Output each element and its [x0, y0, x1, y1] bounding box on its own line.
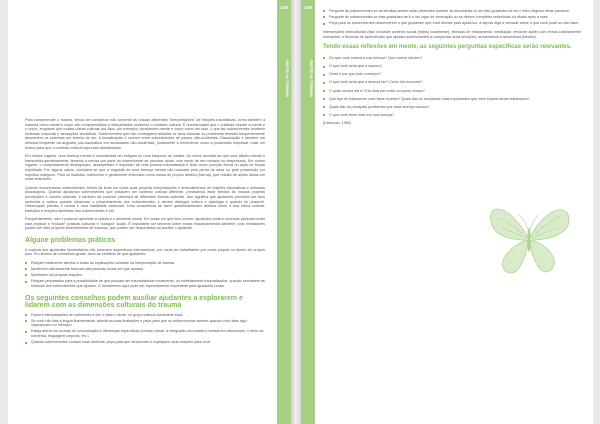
left-margin-tab — [277, 0, 291, 424]
bullet-list — [25, 261, 265, 289]
right-margin-tab — [301, 0, 315, 424]
list-item-text: Monitorem atentamente traumas das pessoas locais em que ajudam. — [31, 266, 144, 271]
butterfly-icon — [479, 184, 579, 284]
list-item — [25, 313, 265, 318]
bullet-icon — [25, 281, 27, 283]
paragraph: Em muitos lugares, uma doença mental é considerada um estigma ou uma fraqueza de caráter. As vezes acredita-se que uma aflição mental é transmitida geneticamente, levando à recusa por parte do sobrevivente de procurar ajuda, com medo de ser rotulado ou desprezado. Em outros lugares, o comportamento desregulado, desesperado e impulsivo de uma pessoa traumatizada é visto como punição divina ou ação de forças espirituais. Em alguns casos, considera-se que a angústia de uma doença mental não causada pela perda de alma ou pela possessão por espíritos malignos. Para os budistas, sofrimento é geralmente entendido como causa do próprio destino (karma), que resulta de ações falsas em vidas anteriores. — [25, 154, 265, 182]
left-text-column — [25, 118, 265, 349]
part-label: PARTE III: TRAUMA — [309, 60, 314, 98]
paragraph: Para compreender o trauma, temos de considerar não somente as nossas diferentes "interpretações" de reações traumáticas, como também a maneira como mente e corpo são compreendidos e interpretados conforme o contexto cultural. É recomendado que o cuidador separe a mente e o corpo, enquanto que muitas outras culturas (na Ásia, por exemplo) consideram mente e corpo como um todo, o que faz sobreviventes sentirem sintomas corporais e sensações somáticas. Sobreviventes que não conseguem articular os seus traumas ou problemas mentais frequentemente descrevem os sintomas em termos de dor. A somatização é comum entre sobreviventes de países não-ocidentais. Dissociação é também um sintoma frequente da angústia pós-traumática em sociedades não-ocidentais, juntamente a fenômenos como a possessão espiritual, mais um motivo para que o contexto cultural seja mais familiarizado. — [25, 118, 265, 150]
bullet-icon — [323, 57, 325, 59]
bullet-icon — [25, 342, 27, 344]
right-text-column — [323, 9, 581, 130]
question-text: O que você teme mais em sua doença? — [329, 112, 395, 117]
bullet-icon — [25, 268, 27, 270]
list-item — [25, 261, 265, 266]
bullet-list — [25, 313, 265, 345]
question-item — [323, 56, 581, 61]
bullet-icon — [323, 66, 325, 68]
list-item — [323, 15, 581, 20]
part-label: PARTE III: TRAUMA — [285, 60, 290, 98]
page-number: 108 — [279, 5, 289, 10]
list-item — [25, 273, 265, 278]
question-text: Quais são os principais problemas que essa doença causou? — [329, 104, 430, 109]
question-text: Onde e por que tudo começou? — [329, 72, 381, 77]
list-item-text: Peça para os sobreviventes descreverem o que gostariam que você fizesse para ajudá-los, a depois diga a verdade sobre o que você pode ou não fazer. — [329, 21, 580, 26]
bullet-icon — [25, 314, 27, 316]
bullet-icon — [25, 274, 27, 276]
section-heading: Algune problemas práticos — [25, 237, 116, 245]
list-item — [323, 9, 581, 14]
question-item — [323, 105, 581, 110]
question-item — [323, 89, 581, 94]
bullet-icon — [323, 106, 325, 108]
questions-heading: Tendo essas reflexões em mente, as seguintes perguntas específicas serão relevantes. — [323, 44, 572, 51]
list-item — [25, 267, 265, 272]
list-item-text: Quando sobreviventes contam suas histórias, peça para que descrevam e expliquem suas reações para você. — [31, 340, 212, 345]
section-intro: A maioria dos ajudantes humanitários não possuem experiência internacional, por conta de trabalharem por conta própria ou dentro do próprio país. Em termos de conselhos gerais, deve-se certificar de que ajudantes: — [25, 247, 265, 257]
section-heading: Os seguintes conselhos podem auxiliar ajudantes a explorarem e lidarem com as dimensões culturais do trauma — [25, 294, 243, 309]
question-list — [323, 56, 581, 117]
question-text: O que você acha que a doença faz? Como ela funciona? — [329, 80, 423, 85]
list-item-text: Monitorem as próprias reações. — [31, 273, 83, 278]
paragraph: Quando encontramos sobreviventes, temos de levar em conta suas próprias interpretações e entendimentos de reações traumáticas e sintomas psicológicos. Quando ajudamos sobreviventes que possuem um contexto cultural diferente, precisamos estar atentos às nossas próprias percepções e valores culturais, e também da possível presença de diferentes formas culturais. Isso significa que ajudantes precisam ser bem sensíveis à cultura quando observam o comportamento dos sobreviventes, e devem distinguir cultura e patologia e quando for possível. Observação precisa e neutra é uma habilidade essencial. Uma consciência de fazer questionamentos abertos sobre a sua rotina cultural, tradições e reações familiares dos sobreviventes é útil. — [25, 185, 265, 213]
bullet-icon — [323, 23, 325, 25]
list-item — [25, 329, 265, 338]
citation: (Kleinman, 1980) — [323, 121, 352, 126]
list-item-text: Esteja atento às normas de comunicação e diferenças específicas (contato visual, a integração da comida e bebida em discussões, o ritmo da conversa, linguagem corporal, etc.). — [31, 329, 264, 339]
page-number: 109 — [303, 5, 313, 10]
list-item-text: Estejam preparados para a possibilidade de que possam ser traumatizados novamente, ou indiretamente traumatizados, quando escutarem as histórias dos sobreviventes que ajudam. O treinamento aqui pode ser especialmente importante para ajudantes locais. — [31, 279, 265, 288]
bullet-icon — [323, 98, 325, 100]
question-item — [323, 113, 581, 118]
question-text: O quão severa ela é? Ela dura por muito ou pouco tempo? — [329, 88, 425, 93]
question-item — [323, 97, 581, 102]
list-item-text: Pergunte às sobreviventes se as famílias devem estar presentes durante as discussões ou se elas gostariam de ter o líder religioso delas presente. — [329, 9, 571, 13]
list-item-text: Pergunte às sobreviventes se elas gostariam de ir a um lugar de veneração ou se devem completar cerimônias ou rituais após a crise. — [329, 15, 549, 20]
list-item — [25, 279, 265, 288]
question-text: Do que você chama a sua doença? Que nomes ela tem? — [329, 56, 423, 61]
question-text: Que tipo de tratamento você deve receber? Quais são os resultados mais importantes que você espera desse tratamento? — [329, 96, 530, 101]
bullet-icon — [323, 114, 325, 116]
list-item-text: Se você não fala a língua fluentemente, admita as suas limitações e peça para que os sobreviventes avisem quando você falar algo inapropriado ou ofensivo. — [31, 318, 247, 328]
bullet-icon — [323, 16, 325, 18]
bullet-icon — [323, 10, 325, 12]
list-item — [25, 319, 265, 328]
bullet-list — [323, 9, 581, 26]
list-item — [25, 340, 265, 345]
left-page — [8, 0, 291, 424]
bullet-icon — [25, 320, 27, 322]
question-item — [323, 72, 581, 77]
right-page — [301, 0, 593, 424]
bullet-icon — [323, 74, 325, 76]
question-item — [323, 80, 581, 85]
list-item — [323, 21, 581, 26]
intervention-paragraph: Intervenções interculturais (isso inclusive contexto social (redes) localmente); técnicas de relaxamento; meditação; envolver ações com temas culturalmente relevantes; e técnicas de aprendizado que ajudam sobreviventes a compensar suas emoções, aumentando a autoestima (Becker). — [323, 29, 581, 39]
paragraph: Frequentemente, não é possível aprender a cultura e o ambiente social. Em locais em que isso ocorrer, ajudantes podem convocar pessoas locais para explicar e "traduzir" práticas culturais e "códigos" locais. É importante ser sensível sobre esses relacionamentos também, pois mediadores podem ser eles próprios sobreviventes de traumas, que podem ser despertados ao auxiliar o ajudante. — [25, 217, 265, 231]
bullet-icon — [25, 331, 27, 333]
bullet-icon — [323, 90, 325, 92]
book-gutter — [291, 0, 301, 424]
bullet-icon — [25, 262, 27, 264]
question-item — [323, 64, 581, 69]
bullet-icon — [323, 82, 325, 84]
question-text: O que você acha que a causou? — [329, 64, 383, 69]
list-item-text: Estejam totalmente atentos a todas as implicações culturais na interpretação de trauma. — [31, 260, 176, 265]
list-item-text: Explore interpretações de sofrimento e dor, e vida e morte, no grupo cultural dominante local. — [31, 312, 184, 317]
